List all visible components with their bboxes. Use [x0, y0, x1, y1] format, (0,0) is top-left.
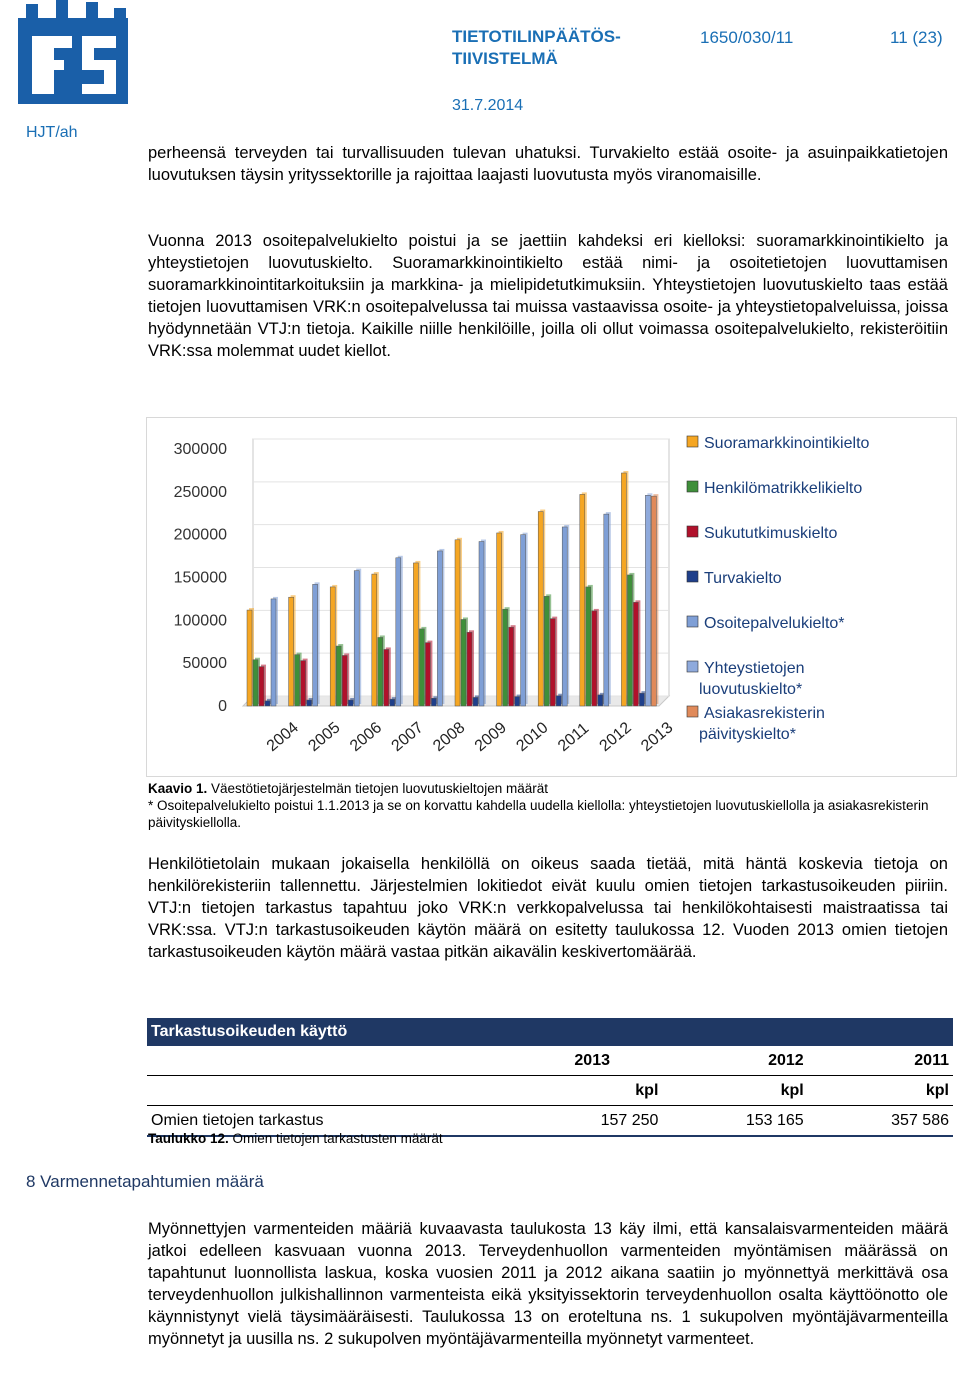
bar	[431, 698, 436, 706]
legend-swatch	[687, 661, 698, 672]
legend-label: Turvakielto	[704, 570, 782, 587]
bar-chart	[147, 418, 956, 776]
table-caption-label: Taulukko 12.	[148, 1131, 229, 1146]
bar	[586, 587, 591, 706]
bar	[550, 619, 555, 706]
vrk-logo	[4, 0, 140, 125]
table-cell: kpl	[662, 1076, 807, 1106]
bar	[378, 637, 383, 706]
x-tick-label: 2004	[263, 719, 302, 756]
bar	[562, 527, 567, 706]
bar	[645, 495, 650, 706]
legend-label: päivityskielto*	[699, 726, 796, 743]
bar	[455, 540, 460, 706]
author-initials: HJT/ah	[26, 124, 78, 141]
y-tick-label: 300000	[173, 441, 227, 458]
paragraph-4	[148, 1218, 948, 1350]
legend-label: Suoramarkkinointikielto	[704, 435, 870, 452]
x-tick-label: 2008	[430, 719, 469, 756]
bar	[295, 655, 300, 706]
x-tick-label: 2013	[638, 719, 677, 756]
chart-container	[146, 417, 957, 777]
document-date: 31.7.2014	[452, 97, 524, 114]
bar	[580, 494, 585, 706]
bar	[621, 473, 626, 706]
table-caption-text: Omien tietojen tarkastusten määrät	[228, 1131, 443, 1146]
bar	[301, 661, 306, 706]
bar	[503, 609, 508, 706]
bar	[437, 551, 442, 706]
table-cell: 2012	[662, 1046, 807, 1076]
table-cell: 357 586	[808, 1106, 953, 1137]
bar	[651, 496, 656, 706]
vrk-logo-icon	[4, 0, 140, 125]
chart-caption	[148, 780, 948, 797]
document-title	[452, 26, 692, 70]
bar	[604, 514, 609, 706]
table-cell: kpl	[808, 1076, 953, 1106]
table-cell: Omien tietojen tarkastus	[147, 1106, 522, 1137]
bar	[265, 701, 270, 706]
legend-swatch	[687, 616, 698, 627]
bar	[413, 563, 418, 706]
bar	[639, 693, 644, 706]
bar	[467, 632, 472, 706]
table-12-caption	[148, 1130, 443, 1147]
paragraph-2-text: Vuonna 2013 osoitepalvelukielto poistui ja se jaettiin kahdeksi eri kielloksi: suoramarkkinointikielto ja yhteystietojen luovutuskielto. Suoramarkkinointikielto estää nimi- ja osoitetietojen luovuttamisen suoramarkkinointitarkoituksiin ja markkina- ja mielipidetutkimuksiin. Yhteystietojen luovutuskielto taas estää tietojen luovuttamisen VRK:n osoitepalvelussa tai muissa vastaavissa osoite- ja yhteystietopalveluissa, joissa hyödynnetään VTJ:n tietoja. Kaikille niille henkilöille, joilla oli ollut voimassa osoitepalvelukielto, rekisteröitiin VRK:ssa molemmat uudet kiellot.	[148, 232, 948, 360]
bar	[384, 649, 389, 706]
legend-swatch	[687, 526, 698, 537]
chart-note: * Osoitepalvelukielto poistui 1.1.2013 ja se on korvattu kahdella uudella kiellolla: yhteystietojen luovutuskiellolla ja asiakasrekisterin päivityskiellolla.	[148, 798, 929, 830]
legend-swatch	[687, 571, 698, 582]
bar	[497, 533, 502, 706]
legend-swatch	[687, 436, 698, 447]
y-tick-label: 250000	[173, 483, 227, 501]
y-tick-label: 200000	[173, 526, 227, 544]
bar	[419, 629, 424, 706]
table-cell: kpl	[522, 1076, 662, 1106]
bar	[259, 667, 264, 706]
x-tick-label: 2011	[554, 719, 593, 756]
bar	[461, 619, 466, 706]
chart-caption-text: Väestötietojärjestelmän tietojen luovutuskieltojen määrät	[207, 781, 548, 796]
legend-swatch	[687, 481, 698, 492]
bar	[289, 597, 294, 706]
bar	[330, 587, 335, 706]
bar	[372, 574, 377, 706]
table-cell: 157 250	[522, 1106, 662, 1137]
title-line-1: TIETOTILINPÄÄTÖS-	[452, 27, 621, 46]
paragraph-3-text: Henkilötietolain mukaan jokaisella henkilöllä on oikeus saada tietää, mitä häntä koskevia tietoja on henkilörekisteriin tallennettu. Järjestelmien lokitiedot eivät kuulu omien tietojen tarkastusoikeuden piiriin. VTJ:n tietojen tarkastus tapahtuu joko VRK:n verkkopalvelussa tai henkilökohtaisesti maistraatissa tai VRK:ssa. VTJ:n tarkastusoikeuden käytön määrä on esitetty taulukossa 12. Vuoden 2013 omien tietojen tarkastusoikeuden käytön määrä vastaa pitkän aikavälin keskivertomäärää.	[148, 855, 948, 961]
table-cell: 2013	[522, 1046, 662, 1076]
bar	[253, 660, 258, 706]
bar	[556, 696, 561, 706]
table-cell: 153 165	[662, 1106, 807, 1137]
table-12-header	[147, 1018, 953, 1046]
bar	[354, 571, 359, 706]
bar	[538, 512, 543, 706]
bar	[509, 627, 514, 706]
legend-label: Asiakasrekisterin	[704, 705, 825, 722]
bar	[544, 596, 549, 706]
y-tick-label: 0	[218, 698, 227, 715]
bar	[313, 584, 318, 706]
legend-label: Osoitepalvelukielto*	[704, 615, 845, 632]
bar	[592, 611, 597, 706]
legend-label: Yhteystietojen	[704, 660, 805, 677]
paragraph-1	[148, 142, 948, 186]
bar	[479, 542, 484, 706]
title-line-2: TIIVISTELMÄ	[452, 49, 558, 68]
legend-label: luovutuskielto*	[699, 681, 803, 698]
legend-label: Henkilömatrikkelikielto	[704, 480, 863, 497]
section-heading: 8 Varmennetapahtumien määrä	[26, 1172, 264, 1191]
document-number: 1650/030/11	[700, 28, 794, 47]
x-tick-label: 2012	[596, 719, 635, 756]
table-12-title: Tarkastusoikeuden käyttö	[151, 1023, 348, 1040]
table-row	[147, 1046, 953, 1076]
bar	[627, 575, 632, 706]
bar	[396, 558, 401, 706]
bar	[515, 697, 520, 706]
legend-label: Sukututkimuskielto	[704, 525, 838, 542]
bar	[348, 700, 353, 706]
paragraph-2	[148, 230, 948, 362]
bar	[473, 697, 478, 706]
bar	[521, 535, 526, 706]
y-tick-label: 150000	[173, 569, 227, 587]
bar	[307, 700, 312, 706]
y-tick-label: 50000	[182, 655, 227, 673]
x-tick-label: 2009	[471, 719, 510, 756]
bar	[633, 602, 638, 706]
x-tick-label: 2007	[388, 719, 427, 756]
paragraph-3	[148, 853, 948, 963]
bar	[598, 695, 603, 706]
legend-swatch	[687, 706, 698, 717]
table-row	[147, 1076, 953, 1106]
chart-caption-label: Kaavio 1.	[148, 781, 208, 796]
bar	[336, 646, 341, 706]
table-12	[147, 1046, 953, 1137]
paragraph-4-text: Myönnettyjen varmenteiden määriä kuvaavasta taulukosta 13 käy ilmi, että kansalaisvarmenteiden määrä jatkoi edelleen kasvuaan vuonna 2013. Terveydenhuollon varmenteiden myöntämisen määrässä on tapahtunut luonnollista laskua, koska vuosien 2011 ja 2012 aikana saatiin jo myönnettyä merkittävä osa terveydenhuollon julkishallinnon varmenteista eikä yksityissektorin terveydenhuollon osalta käyttöönotto ole käynnistynyt vielä täysimääräisesti. Taulukossa 13 on eroteltuna ns. 1 sukupolven myöntäjävarmenteilla myönnetyt ja uusilla ns. 2 sukupolven myöntäjävarmenteilla myönnetyt varmenteet.	[148, 1220, 948, 1348]
bar	[425, 643, 430, 706]
page-number: 11 (23)	[890, 28, 943, 47]
x-tick-label: 2005	[305, 719, 344, 756]
bar	[247, 610, 252, 706]
y-tick-label: 100000	[173, 612, 227, 630]
table-cell: 2011	[808, 1046, 953, 1076]
x-tick-label: 2010	[513, 719, 552, 756]
bar	[271, 599, 276, 706]
paragraph-1-text: perheensä terveyden tai turvallisuuden tulevan uhatuksi. Turvakielto estää osoite- ja asuinpaikkatietojen luovutuksen täysin yrityssektorille ja rajoittaa laajasti luovutusta myös viranomaisille.	[148, 144, 948, 184]
x-tick-label: 2006	[346, 719, 386, 756]
bar	[342, 655, 347, 706]
bar	[390, 699, 395, 706]
